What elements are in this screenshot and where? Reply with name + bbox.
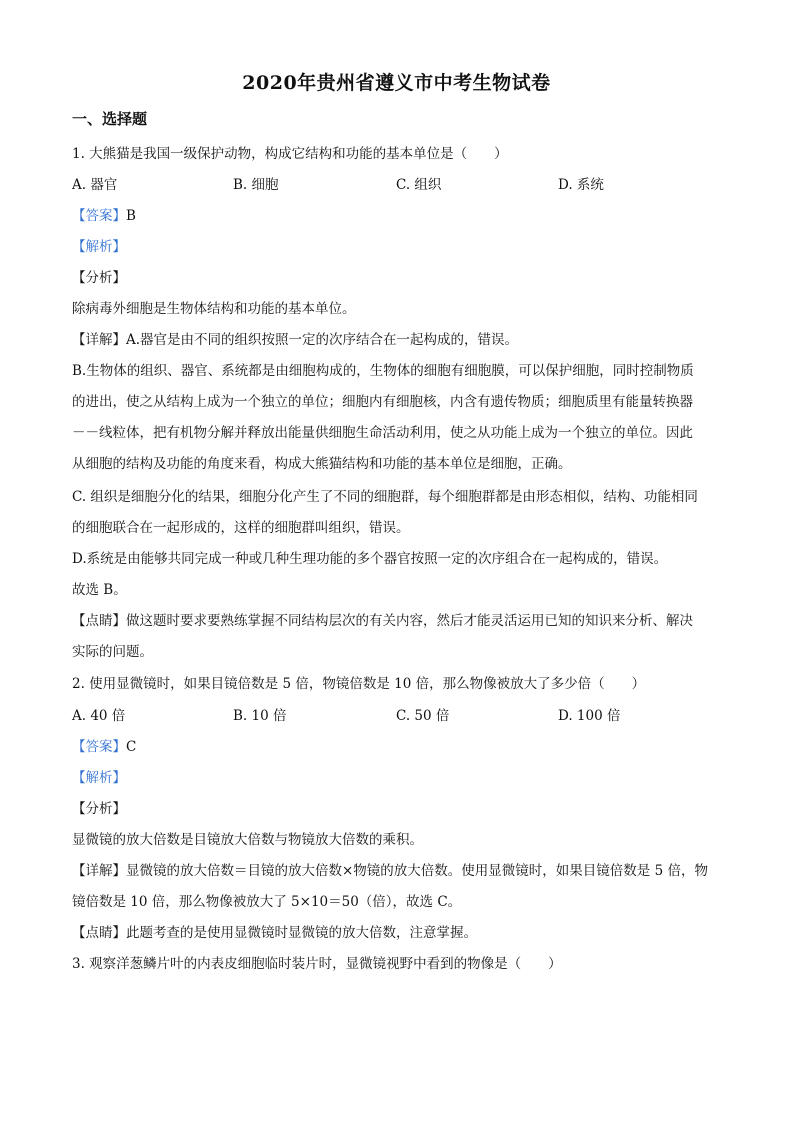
q1-detail-line: C. 组织是细胞分化的结果，细胞分化产生了不同的细胞群，每个细胞群都是由形态相似，结构、功能相同 [72, 489, 698, 505]
q1-detail-line: 故选 B。 [72, 582, 127, 598]
q2-answer-line [72, 735, 136, 755]
q2-fenxi-tag: 【分析】 [72, 801, 126, 817]
q2-option-d: D. 100 倍 [558, 708, 621, 724]
q1-answer-line [72, 204, 136, 224]
q2-answer-value: C [126, 739, 137, 755]
q1-detail-line: 从细胞的结构及功能的角度来看，构成大熊猫结构和功能的基本单位是细胞，正确。 [72, 456, 572, 472]
page-title: 2020年贵州省遵义市中考生物试卷 [242, 72, 551, 94]
q1-option-b: B. 细胞 [233, 177, 279, 193]
q1-option-a: A. 器官 [72, 177, 118, 193]
q1-fenxi-text: 除病毒外细胞是生物体结构和功能的基本单位。 [72, 301, 356, 317]
question-3-stem: 3. 观察洋葱鳞片叶的内表皮细胞临时装片时，显微镜视野中看到的物像是（ ） [72, 956, 562, 972]
answer-tag: 【答案】 [72, 208, 126, 224]
q1-detail-line: 的进出，使之从结构上成为一个独立的单位；细胞内有细胞核，内含有遗传物质；细胞质里有能量转换器 [72, 394, 693, 410]
q1-fenxi-tag: 【分析】 [72, 270, 126, 286]
answer-tag: 【答案】 [72, 739, 126, 755]
q1-option-c: C. 组织 [396, 177, 442, 193]
q2-detail-line: 镜倍数是 10 倍，那么物像被放大了 5×10＝50（倍），故选 C。 [72, 894, 462, 910]
q2-detail-line: 【详解】显微镜的放大倍数＝目镜的放大倍数×物镜的放大倍数。使用显微镜时，如果目镜倍数是 5 倍，物 [72, 863, 708, 879]
q2-option-c: C. 50 倍 [396, 708, 450, 724]
q2-analysis-tag: 【解析】 [72, 770, 126, 786]
q2-fenxi-text: 显微镜的放大倍数是目镜放大倍数与物镜放大倍数的乘积。 [72, 832, 423, 848]
q1-dianjing-line: 【点睛】做这题时要求要熟练掌握不同结构层次的有关内容，然后才能灵活运用已知的知识来分析、解决 [72, 613, 693, 629]
section-heading: 一、选择题 [72, 110, 148, 128]
q1-detail-line: B.生物体的组织、器官、系统都是由细胞构成的，生物体的细胞有细胞膜，可以保护细胞，同时控制物质 [72, 363, 694, 379]
q2-dianjing: 【点睛】此题考查的是使用显微镜时显微镜的放大倍数，注意掌握。 [72, 925, 477, 941]
q1-dianjing-line: 实际的问题。 [72, 644, 153, 660]
q1-detail-line: 【详解】A.器官是由不同的组织按照一定的次序结合在一起构成的，错误。 [72, 332, 519, 348]
question-1-stem: 1. 大熊猫是我国一级保护动物，构成它结构和功能的基本单位是（ ） [72, 146, 508, 162]
q1-detail-line: 的细胞联合在一起形成的，这样的细胞群叫组织，错误。 [72, 520, 410, 536]
q1-detail-line: D.系统是由能够共同完成一种或几种生理功能的多个器官按照一定的次序组合在一起构成的，错误。 [72, 551, 668, 567]
q1-analysis-tag: 【解析】 [72, 239, 126, 255]
q2-option-a: A. 40 倍 [72, 708, 126, 724]
q1-detail-line: －－线粒体，把有机物分解并释放出能量供细胞生命活动利用，使之从功能上成为一个独立的单位。因此 [72, 425, 693, 441]
q1-answer-value: B [126, 208, 136, 224]
q1-option-d: D. 系统 [558, 177, 604, 193]
q2-option-b: B. 10 倍 [233, 708, 287, 724]
question-2-stem: 2. 使用显微镜时，如果目镜倍数是 5 倍，物镜倍数是 10 倍，那么物像被放大了多少倍（ ） [72, 676, 646, 692]
